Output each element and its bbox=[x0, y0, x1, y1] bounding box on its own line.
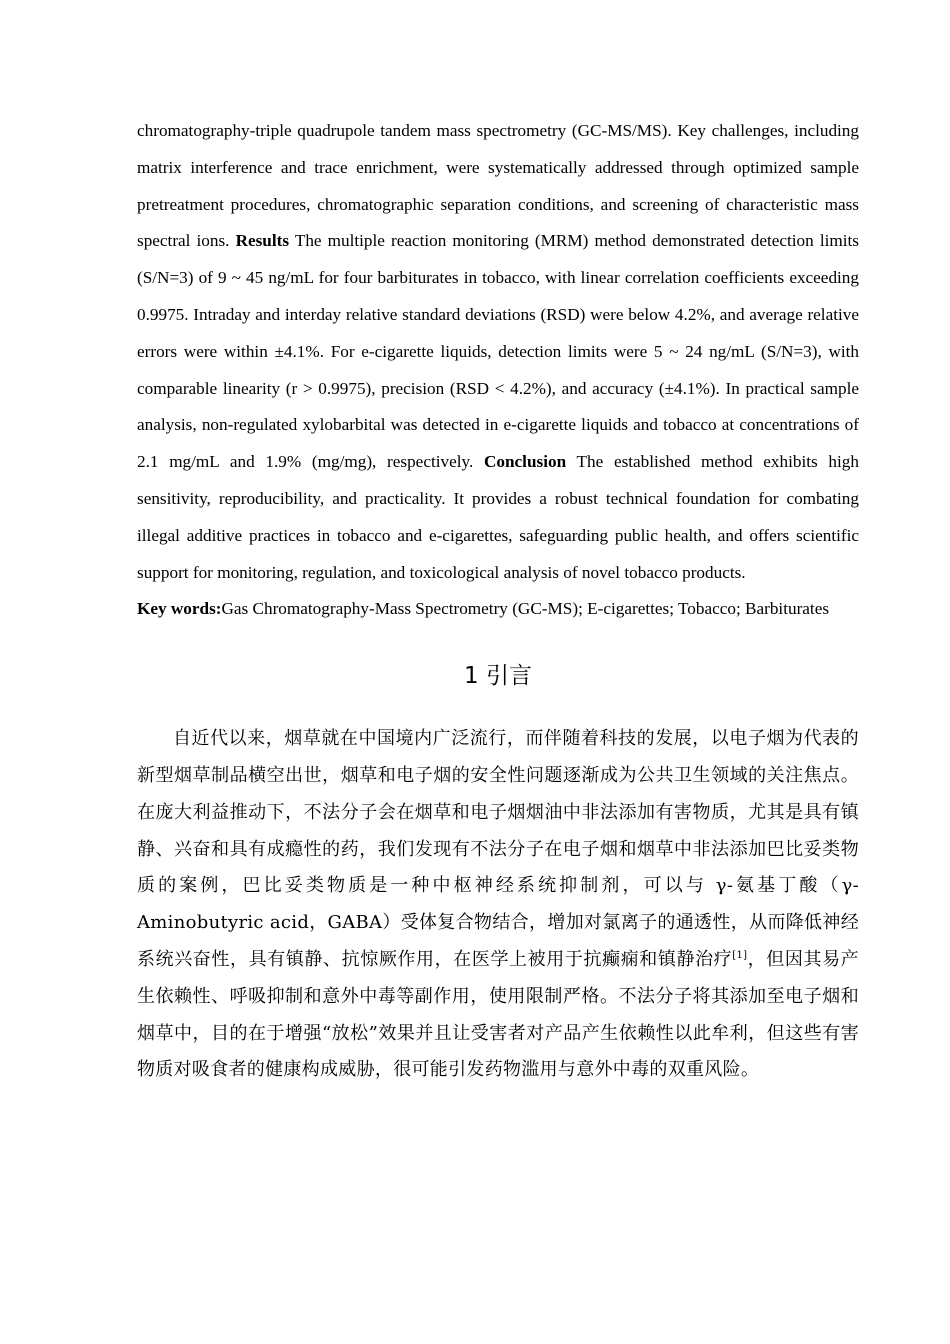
citation-reference[interactable]: [1] bbox=[732, 949, 748, 961]
introduction-paragraph bbox=[137, 721, 859, 1089]
intro-text-2: ，但因其易产生依赖性、呼吸抑制和意外中毒等副作用，使用限制严格。不法分子将其添加至电子烟和烟草中，目的在于增强“放松”效果并且让受害者对产品产生依赖性以此牟利，但这些有害物质对吸食者的健康构成威胁，很可能引发药物滥用与意外中毒的双重风险。 bbox=[137, 948, 859, 1081]
abstract-text-1: chromatography-triple quadrupole tandem mass spectrometry (GC-MS/MS). Key challenges, including matrix interference and trace enrichment, were systematically addressed through optimized sample pretreatment procedures, chromatographic separation conditions, and screening of characteristic mass spectral ions. bbox=[137, 121, 859, 251]
keywords-text: Gas Chromatography-Mass Spectrometry (GC-MS); E-cigarettes; Tobacco; Barbiturates bbox=[221, 599, 830, 619]
intro-text-1: 自近代以来，烟草就在中国境内广泛流行，而伴随着科技的发展，以电子烟为代表的新型烟草制品横空出世，烟草和电子烟的安全性问题逐渐成为公共卫生领域的关注焦点。在庞大利益推动下，不法分子会在烟草和电子烟烟油中非法添加有害物质，尤其是具有镇静、兴奋和具有成瘾性的药，我们发现有不法分子在电子烟和烟草中非法添加巴比妥类物质的案例，巴比妥类物质是一种中枢神经系统抑制剂，可以与 γ-氨基丁酸（γ-Aminobutyric acid，GABA）受体复合物结合，增加对氯离子的通透性，从而降低神经系统兴奋性，具有镇静、抗惊厥作用，在医学上被用于抗癫痫和镇静治疗 bbox=[137, 728, 859, 970]
results-label: Results bbox=[235, 231, 290, 251]
paper-page bbox=[137, 113, 859, 1089]
keywords-label: Key words: bbox=[137, 599, 222, 619]
abstract-text-2: The multiple reaction monitoring (MRM) method demonstrated detection limits (S/N=3) of 9 ~ 45 ng/mL for four barbiturates in tobacco, with linear correlation coefficients exceeding 0.9975. Intraday and interday relative standard deviations (RSD) were below 4.2%, and average relative errors were within ±4.1%. For e-cigarette liquids, detection limits were 5 ~ 24 ng/mL (S/N=3), with comparable linearity (r > 0.9975), precision (RSD < 4.2%), and accuracy (±4.1%). In practical sample analysis, non-regulated xylobarbital was detected in e-cigarette liquids and tobacco at concentrations of 2.1 mg/mL and 1.9% (mg/mg), respectively. bbox=[137, 231, 859, 472]
section-heading: 1 引言 bbox=[464, 663, 532, 690]
conclusion-label: Conclusion bbox=[483, 452, 567, 472]
abstract-text-3: The established method exhibits high sensitivity, reproducibility, and practicality. It provides a robust technical foundation for combating illegal additive practices in tobacco and e-cigarettes, safeguarding public health, and offers scientific support for monitoring, regulation, and toxicological analysis of novel tobacco products. bbox=[137, 452, 859, 582]
abstract-paragraph bbox=[137, 113, 859, 591]
keywords bbox=[137, 591, 859, 628]
